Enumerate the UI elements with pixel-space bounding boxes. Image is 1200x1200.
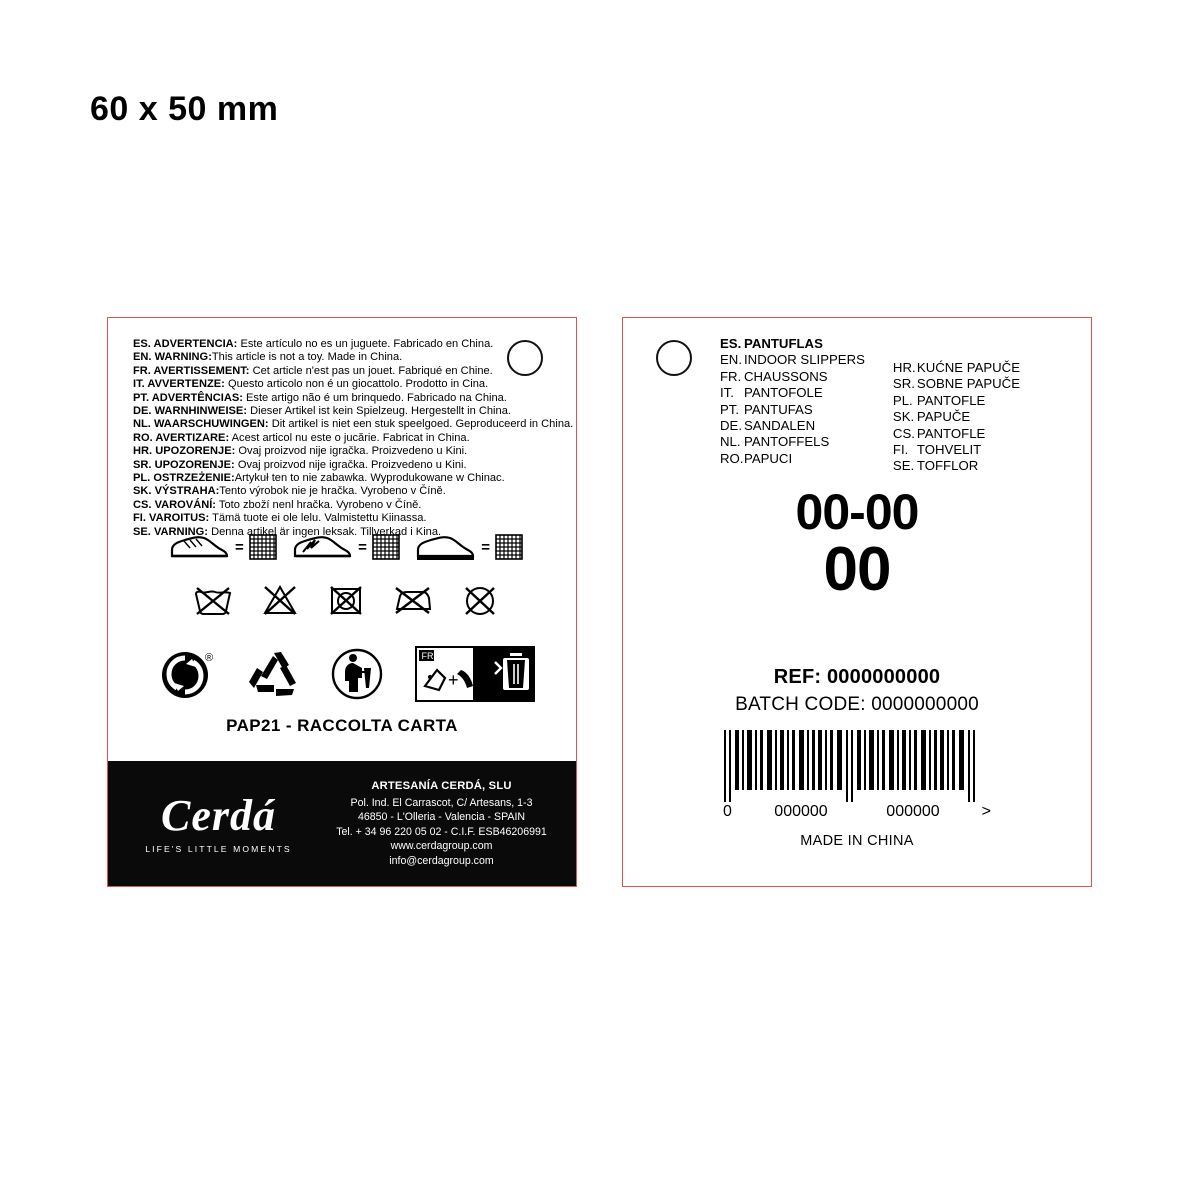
- warning-line: [133, 472, 553, 485]
- warning-lang-text: Tämä tuote ei ole lelu. Valmistettu Kiinassa.: [212, 512, 427, 525]
- lang-code: SK.: [892, 409, 915, 425]
- brand-name: Cerdá: [161, 790, 276, 840]
- lang-code: PL.: [892, 392, 913, 408]
- recycling-symbol-row: [160, 643, 535, 705]
- fr-triman-sorting-icon: [415, 646, 535, 702]
- lang-name: PAPUČE: [916, 409, 971, 425]
- warning-lang-text: Dieser Artikel ist kein Spielzeug. Hergestellt in China.: [250, 405, 511, 418]
- barcode-block: [623, 730, 1091, 821]
- textile-icon: [372, 534, 400, 560]
- product-name-line: [720, 369, 865, 385]
- company-address-block: [321, 779, 576, 868]
- lang-code: FR.: [720, 368, 742, 384]
- care-symbol-row: [193, 580, 498, 620]
- lang-code: FI.: [892, 442, 909, 458]
- lang-code: SR.: [892, 376, 915, 392]
- lang-name: KUĆNE PAPUČE: [916, 360, 1020, 375]
- brand-footer: [108, 761, 576, 886]
- warning-lang-code: SK. VÝSTRAHA:: [133, 485, 220, 498]
- warning-lang-code: IT. AVVERTENZE:: [133, 378, 225, 391]
- sole-material-pictogram: [414, 530, 523, 564]
- warning-lang-text: Dit artikel is niet een stuk speelgoed. Geproduceerd in China.: [271, 418, 574, 431]
- lang-code: DE.: [720, 418, 742, 434]
- warning-lang-text: Ovaj proizvod nije igračka. Proizvedeno u Kini.: [238, 445, 468, 458]
- warning-lang-text: Cet article n'est pas un jouet. Fabriqué en Chine.: [252, 364, 493, 377]
- reference-block: [623, 666, 1091, 716]
- warning-lang-code: PT. ADVERTÊNCIAS:: [133, 391, 243, 404]
- batch-code: BATCH CODE: 0000000000: [735, 694, 979, 715]
- warning-line: [133, 338, 553, 351]
- lining-material-pictogram: [291, 530, 400, 564]
- company-address-line-2: 46850 - L'Olleria - Valencia - SPAIN: [357, 811, 526, 823]
- lang-name: CHAUSSONS: [744, 368, 828, 384]
- product-name-line: [893, 409, 1020, 425]
- lang-code: IT.: [720, 385, 734, 401]
- warning-lang-code: SE. VARNING:: [133, 525, 208, 538]
- lang-code: HR.: [892, 360, 916, 375]
- shoe-sole-icon: [414, 530, 476, 564]
- lang-name: PANTOFLE: [916, 392, 986, 408]
- lang-name: PANTUFAS: [744, 401, 813, 417]
- warning-lang-text: Ovaj proizvod nije igračka. Proizvedeno u Kini.: [237, 458, 467, 471]
- product-name-line: [893, 376, 1020, 392]
- warning-lang-code: EN. WARNING:: [133, 351, 212, 364]
- lang-name: INDOOR SLIPPERS: [744, 352, 865, 368]
- do-not-bleach-icon: [262, 583, 298, 617]
- shoe-lining-icon: [291, 530, 353, 564]
- warning-lang-text: Questo articolo non é un giocattolo. Prodotto in Cina.: [227, 378, 489, 391]
- material-pictogram-row: [168, 523, 523, 571]
- product-name-line: [720, 385, 865, 401]
- lang-name: SANDALEN: [744, 418, 816, 434]
- barcode-image: [718, 730, 996, 802]
- product-name-line: [720, 402, 865, 418]
- textile-icon: [249, 534, 277, 560]
- svg-text:+: +: [447, 670, 459, 690]
- product-name-line: [893, 458, 1020, 474]
- company-name: ARTESANÍA CERDÁ, SLU: [371, 780, 512, 792]
- product-name-column-2: [893, 336, 1020, 475]
- warning-lang-code: SR. UPOZORENJE:: [133, 458, 235, 471]
- barcode-digit-group-1: 000000: [774, 803, 828, 820]
- made-in-text: MADE IN CHINA: [800, 833, 914, 849]
- lang-name: PANTOFOLE: [744, 385, 823, 401]
- brand-logo: [108, 790, 321, 854]
- lang-code: CS.: [892, 425, 915, 441]
- barcode-digit-left: 0: [723, 803, 732, 820]
- size-block: [623, 486, 1091, 602]
- lang-code: NL.: [720, 434, 741, 450]
- company-email: info@cerdagroup.com: [389, 854, 494, 867]
- product-name-line: [893, 393, 1020, 409]
- textile-icon: [495, 534, 523, 560]
- warning-line: [133, 485, 553, 498]
- product-name-block: [720, 336, 1070, 475]
- product-name-line: [720, 434, 865, 450]
- paper-recycling-text: PAP21 - RACCOLTA CARTA: [226, 716, 458, 735]
- company-phone: Tel. + 34 96 220 05 02 - C.I.F. ESB46206991: [336, 825, 547, 838]
- size-range: 00-00: [795, 484, 919, 540]
- warning-line: [133, 365, 553, 378]
- warning-lang-text: Acest articol nu este o jucărie. Fabricat in China.: [231, 431, 470, 444]
- svg-text:®: ®: [205, 652, 214, 664]
- size-single: 00: [823, 535, 891, 604]
- page-title: 60 x 50 mm: [90, 90, 279, 128]
- warning-lang-text: Artykuł ten to nie zabawka. Wyprodukowane w Chinac.: [234, 472, 505, 485]
- equals-sign: =: [481, 538, 490, 556]
- lang-name: PAPUCI: [744, 450, 793, 466]
- lang-name: TOHVELIT: [916, 442, 982, 458]
- do-not-tumble-dry-icon: [328, 583, 364, 617]
- do-not-wash-icon: [193, 583, 233, 617]
- shoe-upper-icon: [168, 530, 230, 564]
- svg-text:FR: FR: [421, 651, 434, 661]
- warning-line: [133, 405, 553, 418]
- warning-line: [133, 378, 553, 391]
- lang-name: PANTOFLE: [916, 425, 986, 441]
- product-name-column-1: [720, 336, 865, 475]
- warning-line: [133, 459, 553, 472]
- warning-lang-code: FI. VAROITUS:: [133, 512, 210, 525]
- warning-lang-code: CS. VAROVÁNÍ:: [133, 498, 217, 511]
- equals-sign: =: [235, 538, 244, 556]
- product-name-line: [720, 336, 865, 352]
- warning-lang-code: HR. UPOZORENJE:: [133, 445, 236, 458]
- lang-code: EN.: [720, 352, 742, 368]
- keep-clean-bin-icon: [331, 648, 383, 700]
- hangtag-front: [622, 317, 1092, 887]
- product-name-line: [720, 418, 865, 434]
- barcode-digit-right: >: [981, 803, 991, 820]
- reference-number: REF: 0000000000: [773, 666, 941, 688]
- warning-lang-text: Tento výrobok nie je hračka. Vyrobeno v Číně.: [219, 485, 446, 498]
- warning-lang-text: Toto zboží nenl hračka. Vyrobeno v Číně.: [218, 498, 422, 511]
- barcode-digits: [623, 803, 1091, 821]
- upper-material-pictogram: [168, 530, 277, 564]
- product-name-line: [720, 451, 865, 467]
- company-address-line-1: Pol. Ind. El Carrascot, C/ Artesans, 1-3: [350, 796, 533, 809]
- warning-lang-text: This article is not a toy. Made in China.: [211, 351, 403, 364]
- lang-name: PANTUFLAS: [744, 336, 823, 351]
- warning-text-block: [133, 338, 574, 539]
- warning-line: [133, 499, 553, 512]
- barcode-digit-group-2: 000000: [886, 803, 940, 820]
- brand-slogan: LIFE'S LITTLE MOMENTS: [145, 843, 292, 854]
- lang-code: RO.: [720, 450, 744, 466]
- warning-lang-code: RO. AVERTIZARE:: [133, 431, 230, 444]
- warning-lang-code: ES. ADVERTENCIA:: [133, 338, 238, 350]
- hangtag-back: [107, 317, 577, 887]
- warning-lang-code: PL. OSTRZEŻENIE:: [133, 472, 235, 485]
- warning-lang-text: Este artigo não é um brinquedo. Fabricado na China.: [246, 391, 507, 404]
- do-not-iron-icon: [393, 583, 433, 617]
- company-website: www.cerdagroup.com: [390, 840, 493, 852]
- warning-line: [133, 418, 574, 431]
- warning-lang-code: DE. WARNHINWEISE:: [133, 405, 248, 418]
- lang-name: SOBNE PAPUČE: [916, 376, 1021, 392]
- do-not-dryclean-icon: [462, 583, 498, 617]
- warning-line: [133, 351, 553, 364]
- lang-name: TOFFLOR: [916, 458, 979, 474]
- green-dot-icon: [160, 647, 216, 701]
- lang-code: SE.: [892, 458, 915, 474]
- lang-name: PANTOFFELS: [744, 434, 830, 450]
- lang-code: ES.: [720, 336, 742, 351]
- mobius-recycle-icon: [248, 649, 300, 699]
- warning-line: [133, 445, 553, 458]
- warning-line: [133, 392, 553, 405]
- product-name-line: [720, 352, 865, 368]
- product-name-line: [893, 360, 1020, 376]
- warning-lang-text: Este artículo no es un juguete. Fabricado en China.: [240, 338, 494, 350]
- punch-hole-icon: [656, 340, 692, 376]
- equals-sign: =: [358, 538, 367, 556]
- warning-lang-code: NL. WAARSCHUWINGEN:: [133, 418, 269, 431]
- product-name-line: [893, 426, 1020, 442]
- warning-lang-text: Denna artikel är ingen leksak. Tillverkad i Kina.: [211, 525, 442, 538]
- warning-line: [133, 432, 553, 445]
- lang-code: PT.: [720, 401, 740, 417]
- warning-lang-code: FR. AVERTISSEMENT:: [133, 364, 250, 377]
- product-name-line: [893, 442, 1020, 458]
